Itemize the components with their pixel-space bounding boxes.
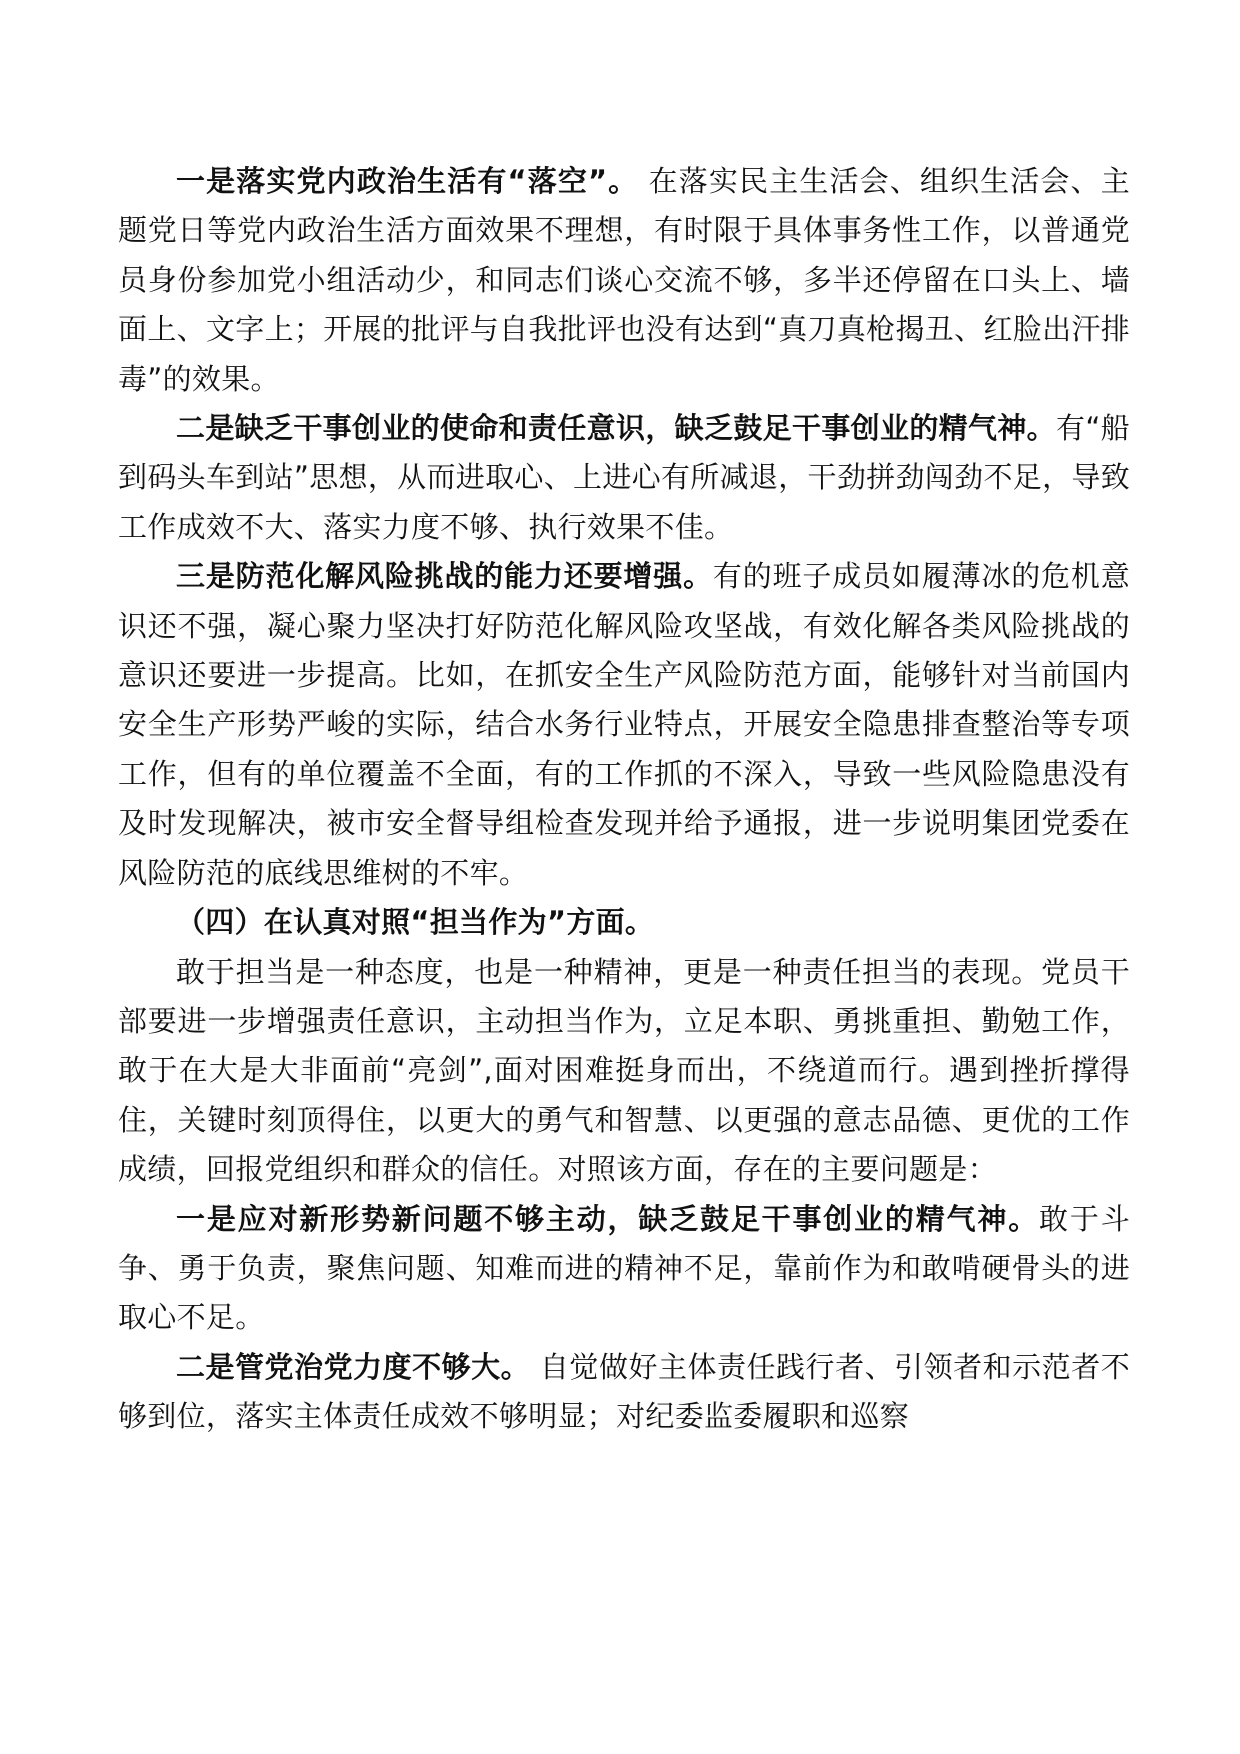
paragraph-text: 自觉做好主体责任践行者、引领者和示范者不够到位，落实主体责任成效不够明显；对纪委监委履职和巡察 <box>118 1349 1130 1434</box>
paragraph-political-life <box>118 157 1130 404</box>
paragraph-text: 在落实民主生活会、组织生活会、主题党日等党内政治生活方面效果不理想，有时限于具体事务性工作，以普通党员身份参加党小组活动少，和同志们谈心交流不够，多半还停留在口头上、墙面上、文字上；开展的批评与自我批评也没有达到“真刀真枪揭丑、红脸出汗排毒”的效果。 <box>118 164 1130 396</box>
paragraph-risk-prevention <box>118 552 1130 898</box>
paragraph-text: 有“船到码头车到站”思想，从而进取心、上进心有所减退，干劲拼劲闯劲不足，导致工作成效不大、落实力度不够、执行效果不佳。 <box>118 411 1130 544</box>
section-heading: （四）在认真对照“担当作为”方面。 <box>176 905 655 940</box>
paragraph-lead: 一是落实党内政治生活有“落空”。 <box>176 164 639 198</box>
paragraph-section-intro <box>118 948 1130 1195</box>
paragraph-text: 有的班子成员如履薄冰的危机意识还不强，凝心聚力坚决打好防范化解风险攻坚战，有效化解各类风险挑战的意识还要进一步提高。比如，在抓安全生产风险防范方面，能够针对当前国内安全生产形势严峻的实际，结合水务行业特点，开展安全隐患排查整治等专项工作，但有的单位覆盖不全面，有的工作抓的不深入，导致一些风险隐患没有及时发现解决，被市安全督导组检查发现并给予通报，进一步说明集团党委在风险防范的底线思维树的不牢。 <box>118 559 1130 890</box>
paragraph-lead: 二是管党治党力度不够大。 <box>176 1349 531 1384</box>
document-body <box>118 157 1130 1442</box>
paragraph-text: 敢于担当是一种态度，也是一种精神，更是一种责任担当的表现。党员干部要进一步增强责任意识，主动担当作为，立足本职、勇挑重担、勤勉工作，敢于在大是大非面前“亮剑”,面对困难挺身而出，不绕道而行。遇到挫折撑得住，关键时刻顶得住，以更大的勇气和智慧、以更强的意志品德、更优的工作成绩，回报党组织和群众的信任。对照该方面，存在的主要问题是： <box>118 954 1130 1187</box>
paragraph-lead: 一是应对新形势新问题不够主动，缺乏鼓足干事创业的精气神。 <box>176 1201 1040 1236</box>
paragraph-lead: 三是防范化解风险挑战的能力还要增强。 <box>176 559 713 594</box>
paragraph-mission-responsibility <box>118 404 1130 552</box>
paragraph-new-situation <box>118 1195 1130 1343</box>
paragraph-text: 敢于斗争、勇于负责，聚焦问题、知难而进的精神不足，靠前作为和敢啃硬骨头的进取心不足。 <box>118 1201 1130 1335</box>
paragraph-lead: 二是缺乏干事创业的使命和责任意识，缺乏鼓足干事创业的精气神。 <box>176 411 1056 446</box>
paragraph-party-governance <box>118 1343 1130 1442</box>
